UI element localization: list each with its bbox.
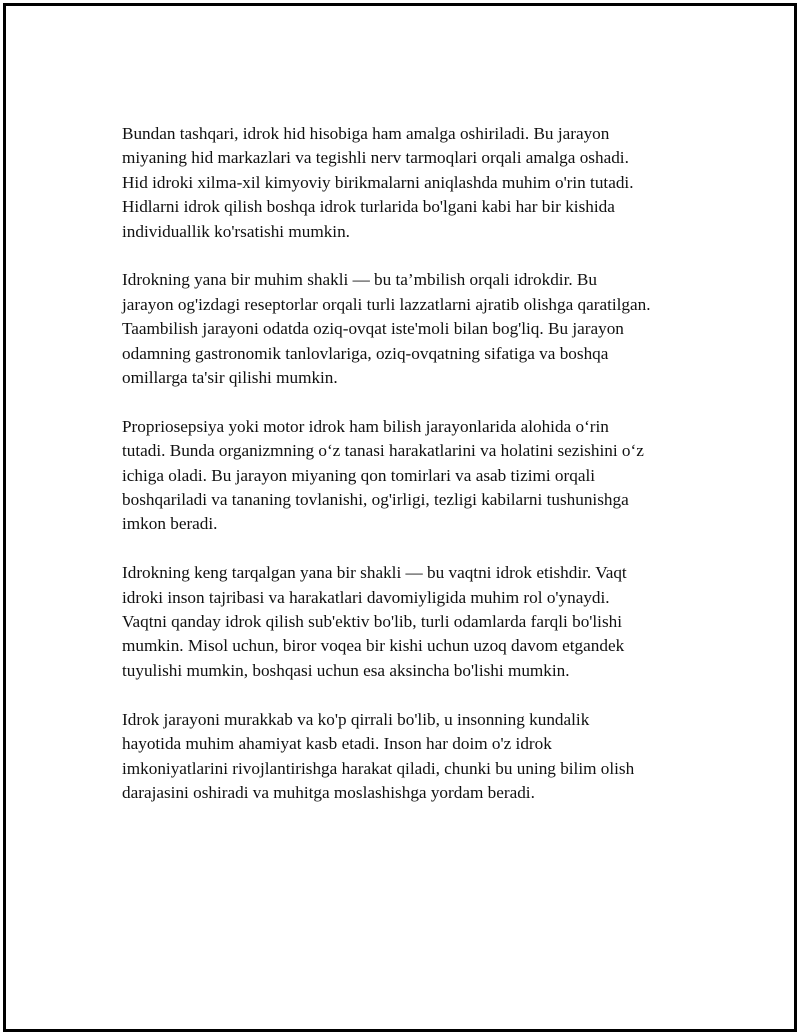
paragraph-time-perception: Idrokning keng tarqalgan yana bir shakli — bu vaqtni idrok etishdir. Vaqt idroki inson tajribasi va harakatlari davomiyligida muhim rol o'ynaydi. Vaqtni qanday idrok qilish sub'ektiv bo'lib, turli odamlarda farqli bo'lishi mumkin. Misol uchun, biror voqea bir kishi uchun uzoq davom etgandek tuyulishi mumkin, boshqasi uchun esa aksincha bo'lishi mumkin. <box>122 563 627 680</box>
document-body <box>122 122 702 830</box>
paragraph-taste: Idrokning yana bir muhim shakli — bu ta’mbilish orqali idrokdir. Bu jarayon og'izdagi reseptorlar orqali turli lazzatlarni ajratib olishga qaratilgan. Taambilish jarayoni odatda oziq-ovqat iste'moli bilan bog'liq. Bu jarayon odamning gastronomik tanlovlariga, oziq-ovqatning sifatiga va boshqa omillarga ta'sir qilishi mumkin. <box>122 270 651 388</box>
paragraph-proprioception: Propriosepsiya yoki motor idrok ham bilish jarayonlarida alohida o‘rin tutadi. Bunda organizmning o‘z tanasi harakatlarini va holatini sezishini o‘z ichiga oladi. Bu jarayon miyaning qon tomirlari va asab tizimi orqali boshqariladi va tananing tovlanishi, og'irligi, tezligi kabilarni tushunishga imkon beradi. <box>122 416 644 534</box>
paragraph-conclusion: Idrok jarayoni murakkab va ko'p qirrali bo'lib, u insonning kundalik hayotida muhim ahamiyat kasb etadi. Inson har doim o'z idrok imkoniyatlarini rivojlantirishga harakat qiladi, chunki bu uning bilim olish darajasini oshiradi va muhitga moslashishga yordam beradi. <box>122 709 635 802</box>
page-frame <box>3 3 797 1032</box>
paragraph-smell: Bundan tashqari, idrok hid hisobiga ham amalga oshiriladi. Bu jarayon miyaning hid markazlari va tegishli nerv tarmoqlari orqali amalga oshadi. Hid idroki xilma-xil kimyoviy birikmalarni aniqlashda muhim o'rin tutadi. Hidlarni idrok qilish boshqa idrok turlarida bo'lgani kabi har bir kishida individuallik ko'rsatishi mumkin. <box>122 124 634 241</box>
